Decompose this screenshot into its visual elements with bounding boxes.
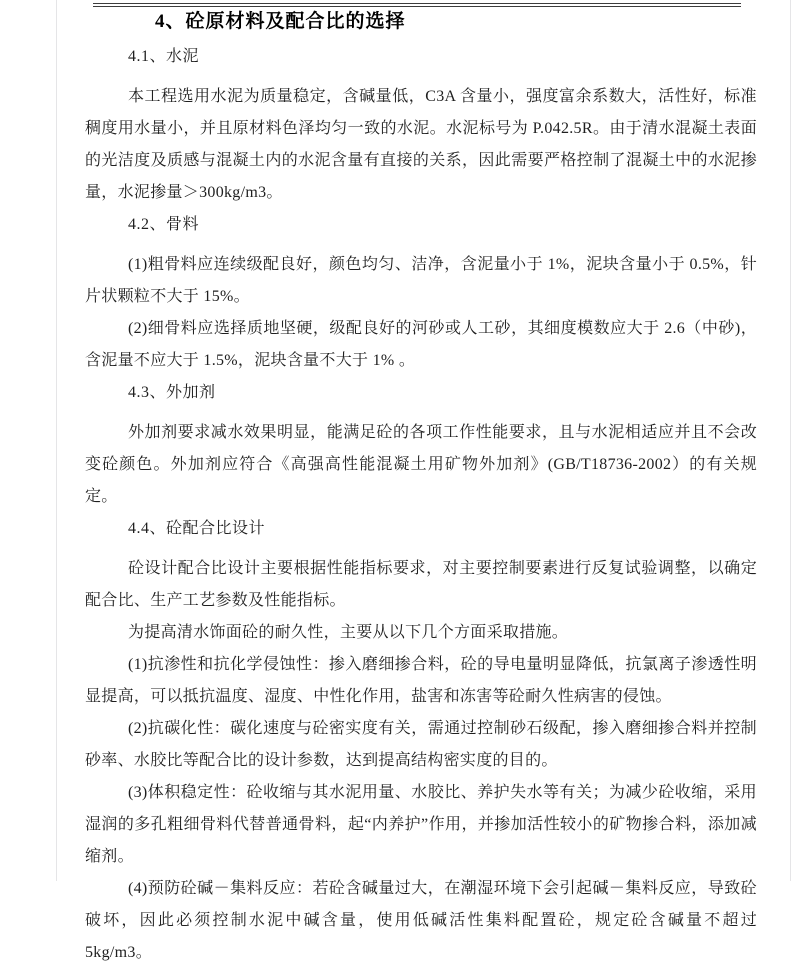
- paragraph: 外加剂要求减水效果明显，能满足砼的各项工作性能要求，且与水泥相适应并且不会改变砼颜色。外加剂应符合《高强高性能混凝土用矿物外加剂》(GB/T18736-2002）的有关规定。: [85, 424, 757, 505]
- page-right-edge-line: [790, 0, 791, 881]
- paragraph: (1)抗渗性和抗化学侵蚀性：掺入磨细掺合料，砼的导电量明显降低，抗氯离子渗透性明显提高，可以抵抗温度、湿度、中性化作用，盐害和冻害等砼耐久性病害的侵蚀。: [85, 656, 757, 705]
- page-left-edge-line: [56, 0, 57, 881]
- section-heading: 4.4、砼配合比设计: [128, 520, 266, 537]
- paragraph: (2)细骨料应选择质地坚硬，级配良好的河砂或人工砂，其细度模数应大于 2.6（中砂)，含泥量不应大于 1.5%，泥块含量不大于 1% 。: [85, 320, 757, 369]
- paragraph: (3)体积稳定性：砼收缩与其水泥用量、水胶比、养护失水等有关；为减少砼收缩，采用湿润的多孔粗细骨料代替普通骨料，起“内养护”作用，并掺加活性较小的矿物掺合料，添加减缩剂。: [85, 784, 757, 865]
- paragraph: 为提高清水饰面砼的耐久性，主要从以下几个方面采取措施。: [128, 624, 569, 641]
- paragraph: 本工程选用水泥为质量稳定，含碱量低，C3A 含量小，强度富余系数大，活性好，标准稠度用水量小，并且原材料色泽均匀一致的水泥。水泥标号为 P.042.5R。由于清水混凝土表面的光洁度及质感与混凝土内的水泥含量有直接的关系，因此需要严格控制了混凝土中的水泥掺量，水泥掺量＞300kg/m3。: [85, 88, 757, 201]
- section-heading: 4.2、骨料: [128, 216, 200, 233]
- paragraph: (4)预防砼碱－集料反应：若砼含碱量过大，在潮湿环境下会引起碱－集料反应，导致砼破坏，因此必须控制水泥中碱含量，使用低碱活性集料配置砼，规定砼含碱量不超过 5kg/m3。: [85, 880, 757, 961]
- paragraph: (1)粗骨料应连续级配良好，颜色均匀、洁净，含泥量小于 1%，泥块含量小于 0.5%，针片状颗粒不大于 15%。: [85, 256, 757, 305]
- paragraph: (2)抗碳化性：碳化速度与砼密实度有关，需通过控制砂石级配，掺入磨细掺合料并控制砂率、水胶比等配合比的设计参数，达到提高结构密实度的目的。: [85, 720, 757, 769]
- document-sections: [85, 41, 757, 969]
- section-heading: 4.3、外加剂: [128, 384, 216, 401]
- section-heading: 4.1、水泥: [128, 48, 200, 65]
- document-content: [85, 5, 757, 969]
- paragraph: 砼设计配合比设计主要根据性能指标要求，对主要控制要素进行反复试验调整，以确定配合比、生产工艺参数及性能指标。: [85, 560, 757, 609]
- document-title: 4、砼原材料及配合比的选择: [155, 11, 406, 32]
